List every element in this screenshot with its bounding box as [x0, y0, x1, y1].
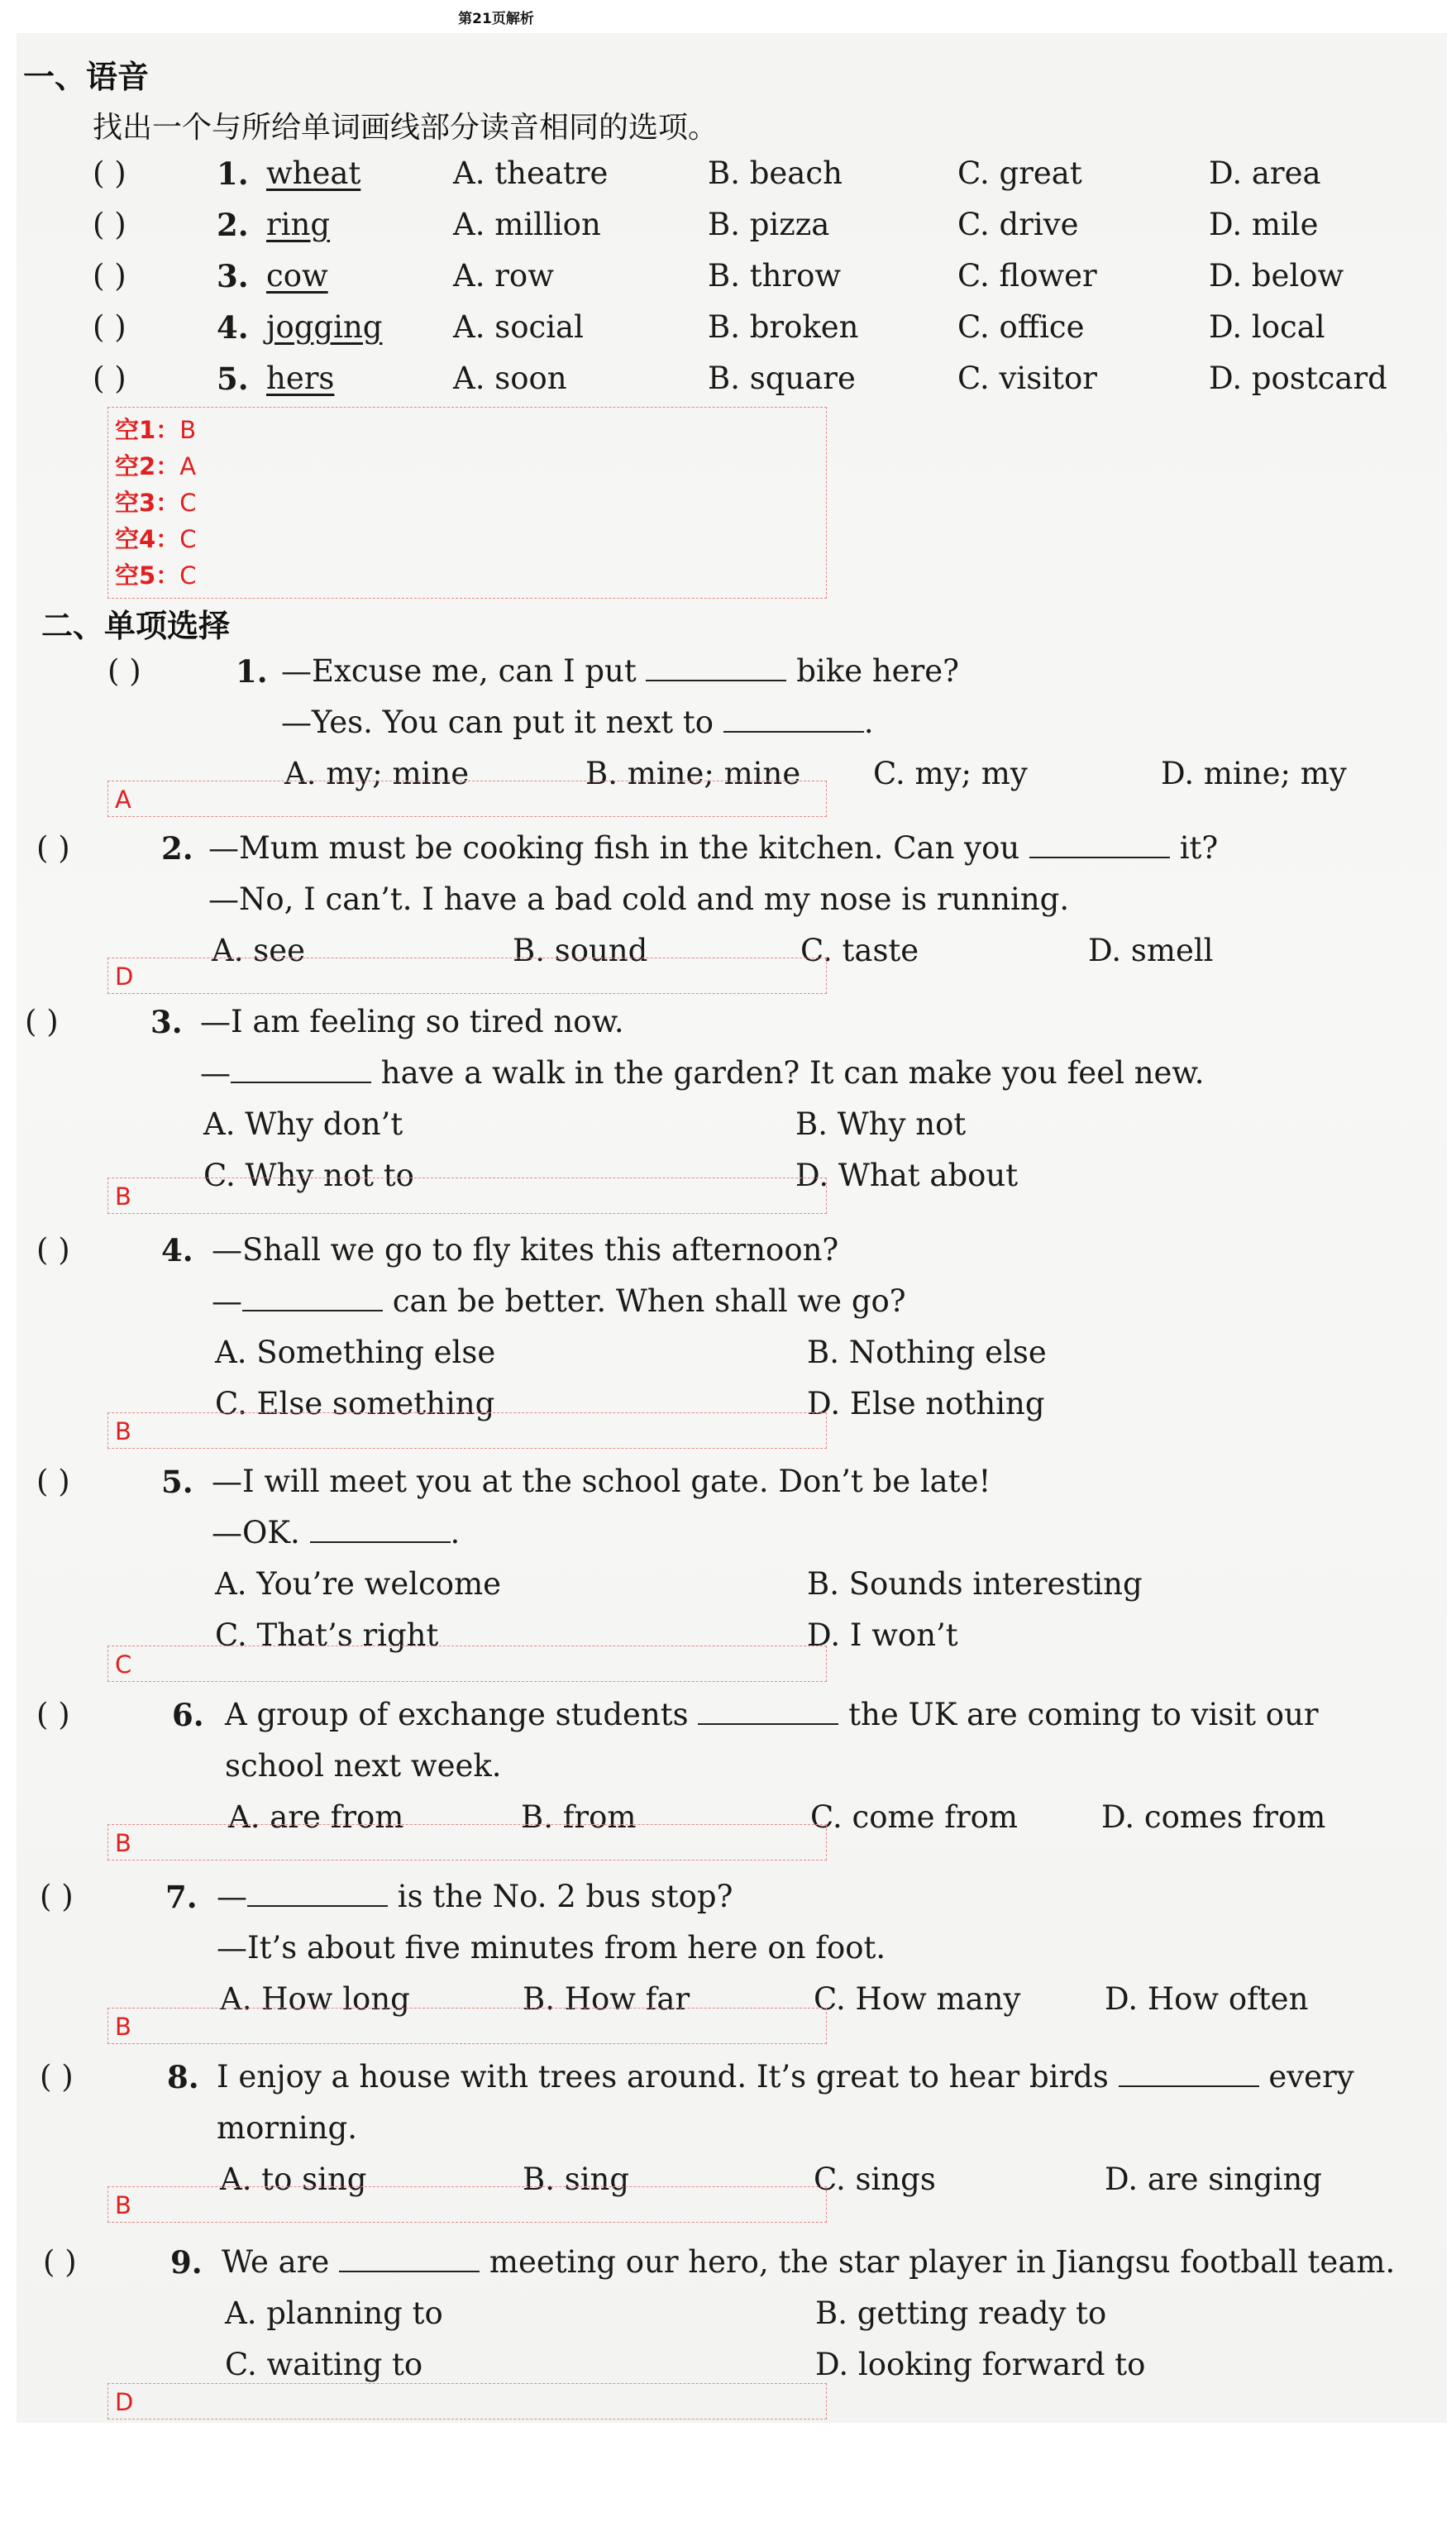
answer-box: B [107, 1178, 827, 1214]
answer-box: B [107, 2008, 827, 2044]
option-c: C. How many [814, 1981, 1021, 2017]
question-line-1: —I will meet you at the school gate. Don’t be late! [212, 1464, 991, 1499]
question-line-1: We are meeting our hero, the star player in Jiangsu football team. [222, 2244, 1396, 2280]
answer-paren: ( ) [25, 1004, 59, 1039]
phonetics-item-1 [0, 155, 1456, 197]
answer-box: C [107, 1646, 827, 1682]
question-number: 8. [167, 2059, 199, 2095]
blank [242, 1285, 383, 1311]
option-a: A. my; mine [284, 756, 470, 791]
question-line-1: —I am feeling so tired now. [200, 1004, 624, 1039]
option-d: D. I won’t [807, 1617, 958, 1653]
question-line-1: —Shall we go to fly kites this afternoon? [212, 1232, 839, 1268]
answer-line-5: 空5：C [115, 561, 197, 590]
phonetics-item-3 [0, 258, 1456, 299]
answer-line-2: 空2：A [115, 452, 197, 480]
section1-instruction: 找出一个与所给单词画线部分读音相同的选项。 [93, 111, 718, 145]
phonetics-item-4 [0, 309, 1456, 351]
answer-paren: ( ) [43, 2244, 77, 2280]
answer-paren: ( ) [36, 830, 70, 866]
option-c: C. sings [814, 2162, 936, 2197]
question-number: 6. [172, 1697, 204, 1733]
question-line-1: —Excuse me, can I put bike here? [281, 653, 959, 689]
question-line-2: school next week. [225, 1748, 502, 1784]
question-line-2: morning. [217, 2110, 357, 2146]
option-a: A. You’re welcome [215, 1566, 502, 1602]
option-d: D. How often [1105, 1981, 1309, 2017]
answer-box: D [107, 958, 827, 994]
answer-line-4: 空4：C [115, 525, 197, 553]
question-number: 3. [150, 1004, 183, 1040]
option-b: B. pizza [708, 207, 830, 242]
item-number: 5. [217, 361, 249, 397]
answer-line-3: 空3：C [115, 489, 197, 517]
option-b: B. Nothing else [807, 1335, 1047, 1370]
section2-title: 二、单项选择 [41, 608, 231, 644]
option-c: C. Else something [215, 1386, 495, 1421]
answer-paren: ( ) [36, 1464, 70, 1499]
option-b: B. square [708, 361, 856, 396]
option-a: A. to sing [220, 2162, 367, 2197]
blank [247, 1880, 388, 1907]
option-d: D. postcard [1209, 361, 1387, 396]
option-b: B. sound [513, 933, 648, 968]
answer-paren: ( ) [107, 653, 141, 689]
answer-box: A [107, 781, 827, 817]
question-line-1: I enjoy a house with trees around. It’s great to hear birds every [217, 2059, 1354, 2095]
option-d: D. mine; my [1161, 756, 1347, 791]
target-word: hers [266, 361, 335, 396]
option-c: C. office [957, 309, 1085, 345]
blank [1029, 832, 1170, 858]
blank [339, 2246, 480, 2272]
target-word: ring [266, 207, 331, 242]
option-c: C. taste [800, 933, 919, 968]
option-b: B. getting ready to [815, 2295, 1107, 2331]
option-a: A. see [212, 933, 306, 968]
question-line-1: —Mum must be cooking fish in the kitchen. Can you it? [208, 830, 1219, 866]
option-b: B. sing [523, 2162, 630, 2197]
answer-box: B [107, 1824, 827, 1861]
option-a: A. social [453, 309, 584, 345]
target-word: jogging [266, 309, 383, 345]
option-a: A. theatre [453, 155, 609, 191]
option-c: C. visitor [957, 361, 1097, 396]
question-number: 4. [161, 1232, 193, 1268]
blank [698, 1698, 838, 1725]
option-d: D. looking forward to [815, 2347, 1146, 2382]
option-c: C. flower [957, 258, 1097, 294]
item-number: 4. [217, 309, 249, 346]
blank [310, 1517, 451, 1543]
question-number: 9. [170, 2244, 203, 2281]
question-line-2: —Yes. You can put it next to . [281, 705, 874, 740]
option-b: B. How far [523, 1981, 690, 2017]
option-c: C. come from [810, 1799, 1018, 1835]
option-d: D. comes from [1101, 1799, 1326, 1835]
option-b: B. beach [708, 155, 843, 191]
blank [231, 1057, 371, 1083]
answer-paren: ( ) [93, 155, 127, 191]
option-b: B. mine; mine [585, 756, 801, 791]
question-line-1: — is the No. 2 bus stop? [217, 1879, 733, 1914]
blank [723, 706, 864, 733]
target-word: cow [266, 258, 328, 294]
option-a: A. Something else [215, 1335, 496, 1370]
option-d: D. are singing [1105, 2162, 1322, 2197]
target-word: wheat [266, 155, 361, 191]
option-a: A. million [453, 207, 601, 242]
option-b: B. from [521, 1799, 637, 1835]
answer-line-1: 空1：B [115, 416, 197, 444]
section1-title: 一、语音 [23, 59, 150, 95]
option-a: A. soon [453, 361, 567, 396]
answer-paren: ( ) [93, 207, 127, 242]
option-a: A. row [453, 258, 554, 294]
question-number: 5. [161, 1464, 193, 1500]
question-line-2: —OK. . [212, 1515, 461, 1550]
option-d: D. mile [1209, 207, 1319, 242]
option-d: D. Else nothing [807, 1386, 1045, 1421]
option-c: C. great [957, 155, 1082, 191]
question-line-2: —It’s about five minutes from here on foot. [217, 1930, 886, 1966]
option-d: D. smell [1088, 933, 1214, 968]
option-a: A. are from [228, 1799, 404, 1835]
option-c: C. Why not to [203, 1158, 414, 1193]
item-number: 3. [217, 258, 249, 294]
question-line-1: A group of exchange students the UK are coming to visit our [225, 1697, 1319, 1732]
answer-paren: ( ) [36, 1697, 70, 1732]
question-line-2: — can be better. When shall we go? [212, 1283, 906, 1319]
answer-box: B [107, 2186, 827, 2223]
option-b: B. broken [708, 309, 859, 345]
answer-box-section1 [107, 407, 827, 599]
option-a: A. Why don’t [203, 1106, 403, 1142]
answer-box: B [107, 1412, 827, 1449]
option-b: B. Why not [795, 1106, 967, 1142]
answer-paren: ( ) [93, 258, 127, 294]
phonetics-item-2 [0, 207, 1456, 248]
question-number: 1. [236, 653, 268, 690]
page-header: 第21页解析 [458, 11, 534, 27]
option-c: C. drive [957, 207, 1079, 242]
option-a: A. planning to [225, 2295, 443, 2331]
question-number: 2. [161, 830, 193, 867]
item-number: 2. [217, 207, 249, 243]
option-b: B. Sounds interesting [807, 1566, 1143, 1602]
question-line-2: — have a walk in the garden? It can make you feel new. [200, 1055, 1205, 1091]
blank [646, 655, 786, 681]
option-d: D. local [1209, 309, 1325, 345]
answer-paren: ( ) [40, 2059, 74, 2095]
option-d: D. area [1209, 155, 1321, 191]
option-d: D. below [1209, 258, 1344, 294]
option-c: C. my; my [873, 756, 1028, 791]
answer-box: D [107, 2383, 827, 2420]
option-b: B. throw [708, 258, 842, 294]
option-c: C. That’s right [215, 1617, 439, 1653]
blank [1119, 2061, 1259, 2087]
question-line-2: —No, I can’t. I have a bad cold and my nose is running. [208, 881, 1070, 917]
answer-paren: ( ) [93, 309, 127, 345]
question-number: 7. [165, 1879, 198, 1915]
option-d: D. What about [795, 1158, 1019, 1193]
item-number: 1. [217, 155, 249, 192]
option-c: C. waiting to [225, 2347, 423, 2382]
answer-paren: ( ) [36, 1232, 70, 1268]
phonetics-item-5 [0, 361, 1456, 402]
option-a: A. How long [220, 1981, 410, 2017]
answer-paren: ( ) [93, 361, 127, 396]
answer-paren: ( ) [40, 1879, 74, 1914]
